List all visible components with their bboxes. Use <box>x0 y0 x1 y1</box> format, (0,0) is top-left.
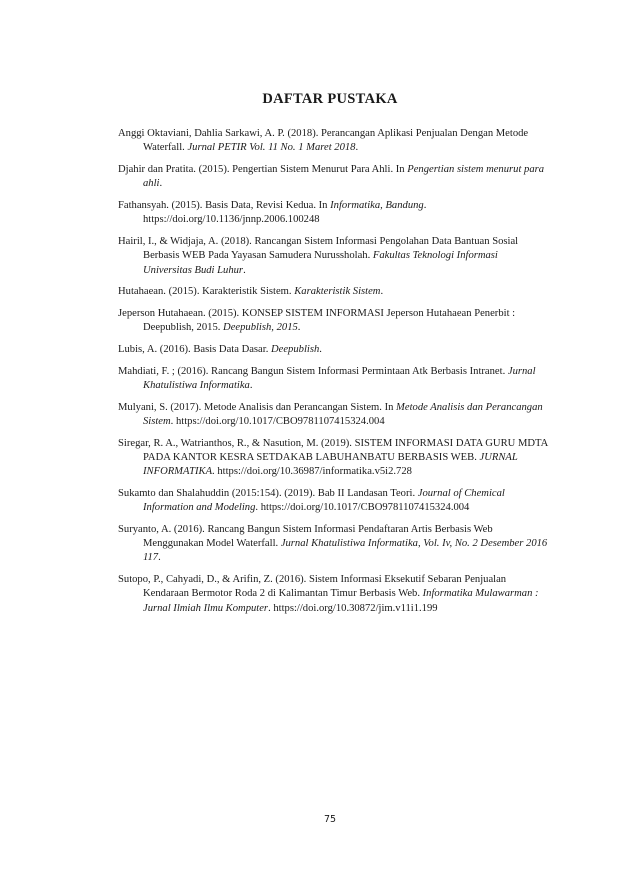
reference-text: Fathansyah. (2015). Basis Data, Revisi Kedua. In <box>118 199 331 211</box>
reference-item <box>118 235 548 278</box>
reference-tail: . <box>355 142 359 154</box>
reference-tail: . https://doi.org/10.1017/CBO9781107415324.004 <box>170 415 385 427</box>
reference-tail: . https://doi.org/10.36987/informatika.v5i2.728 <box>212 466 412 478</box>
reference-text: Djahir dan Pratita. (2015). Pengertian Sistem Menurut Para Ahli. In <box>118 163 408 175</box>
reference-tail: . https://doi.org/10.30872/jim.v11i1.199 <box>268 602 438 614</box>
reference-text: Hutahaean. (2015). Karakteristik Sistem. <box>118 286 295 298</box>
page-number: 75 <box>323 814 337 825</box>
reference-item <box>118 573 548 616</box>
reference-item <box>118 437 548 480</box>
reference-item <box>118 523 548 566</box>
reference-source: Deepublish <box>271 343 320 355</box>
reference-source: Karakteristik Sistem <box>294 286 381 298</box>
reference-source: Informatika, Bandung <box>330 199 424 211</box>
reference-text: Sukamto dan Shalahuddin (2015:154). (2019). Bab II Landasan Teori. <box>118 487 418 499</box>
reference-tail: . https://doi.org/10.1136/jnnp.2006.100248 <box>143 199 427 226</box>
reference-item <box>118 343 548 357</box>
reference-item <box>118 127 548 156</box>
reference-source: Jurnal PETIR Vol. 11 No. 1 Maret 2018 <box>187 142 356 154</box>
reference-text: Jeperson Hutahaean. (2015). KONSEP SISTEM INFORMASI Jeperson Hutahaean Penerbit : Deepublish, 2015. <box>118 307 516 334</box>
reference-tail: . <box>319 343 322 355</box>
reference-source: Journal of Chemical Information and Modeling <box>143 487 505 514</box>
reference-item <box>118 401 548 430</box>
reference-item <box>118 285 548 299</box>
reference-tail: . <box>243 264 246 276</box>
reference-tail: . <box>380 286 384 298</box>
reference-source: Metode Analisis dan Perancangan Sistem <box>143 401 543 427</box>
reference-tail: . <box>297 322 301 334</box>
reference-text: Suryanto, A. (2016). Rancang Bangun Sistem Informasi Pendaftaran Artis Berbasis Web Menggunakan Model Waterfall. <box>118 523 493 550</box>
reference-list <box>118 127 548 623</box>
reference-tail: . https://doi.org/10.1017/CBO9781107415324.004 <box>255 502 470 514</box>
reference-tail: . <box>249 379 253 391</box>
reference-text: Lubis, A. (2016). Basis Data Dasar. <box>118 343 271 355</box>
reference-item <box>118 487 548 516</box>
reference-source: JURNAL INFORMATIKA <box>143 451 518 478</box>
reference-source: Deepublish, 2015 <box>223 322 298 334</box>
reference-item <box>118 365 548 394</box>
reference-tail: . <box>159 178 163 190</box>
reference-source: Fakultas Teknologi Informasi Universitas Budi Luhur <box>143 250 498 276</box>
page-title: DAFTAR PUSTAKA <box>262 91 398 107</box>
reference-source: Pengertian sistem menurut para ahli <box>143 163 545 190</box>
reference-source: Informatika Mulawarman : Jurnal Ilmiah Ilmu Komputer <box>143 588 539 614</box>
reference-item <box>118 199 548 228</box>
reference-tail: . <box>158 552 161 564</box>
reference-item <box>118 307 548 336</box>
reference-text: Hairil, I., & Widjaja, A. (2018). Rancangan Sistem Informasi Pengolahan Data Bantuan Sosial Berbasis WEB Pada Yayasan Samudera Nurussholah. <box>118 235 519 262</box>
reference-text: Sutopo, P., Cahyadi, D., & Arifin, Z. (2016). Sistem Informasi Eksekutif Sebaran Penjualan Kendaraan Bermotor Roda 2 di Kalimantan Timur Berbasis Web. <box>118 574 507 600</box>
reference-source: Jurnal Khatulistiwa Informatika <box>143 365 536 391</box>
reference-text: Mulyani, S. (2017). Metode Analisis dan Perancangan Sistem. In <box>118 401 397 413</box>
reference-item <box>118 163 548 192</box>
reference-source: Jurnal Khatulistiwa Informatika, Vol. Iv, No. 2 Desember 2016 117 <box>143 538 548 564</box>
reference-text: Mahdiati, F. ; (2016). Rancang Bangun Sistem Informasi Permintaan Atk Berbasis Intranet. <box>118 365 508 377</box>
reference-text: Siregar, R. A., Watrianthos, R., & Nasution, M. (2019). SISTEM INFORMASI DATA GURU MDTA PADA KANTOR KESRA SETDAKAB LABUHANBATU BERBASIS WEB. <box>118 437 548 463</box>
reference-text: Anggi Oktaviani, Dahlia Sarkawi, A. P. (2018). Perancangan Aplikasi Penjualan Dengan Metode Waterfall. <box>118 128 529 154</box>
